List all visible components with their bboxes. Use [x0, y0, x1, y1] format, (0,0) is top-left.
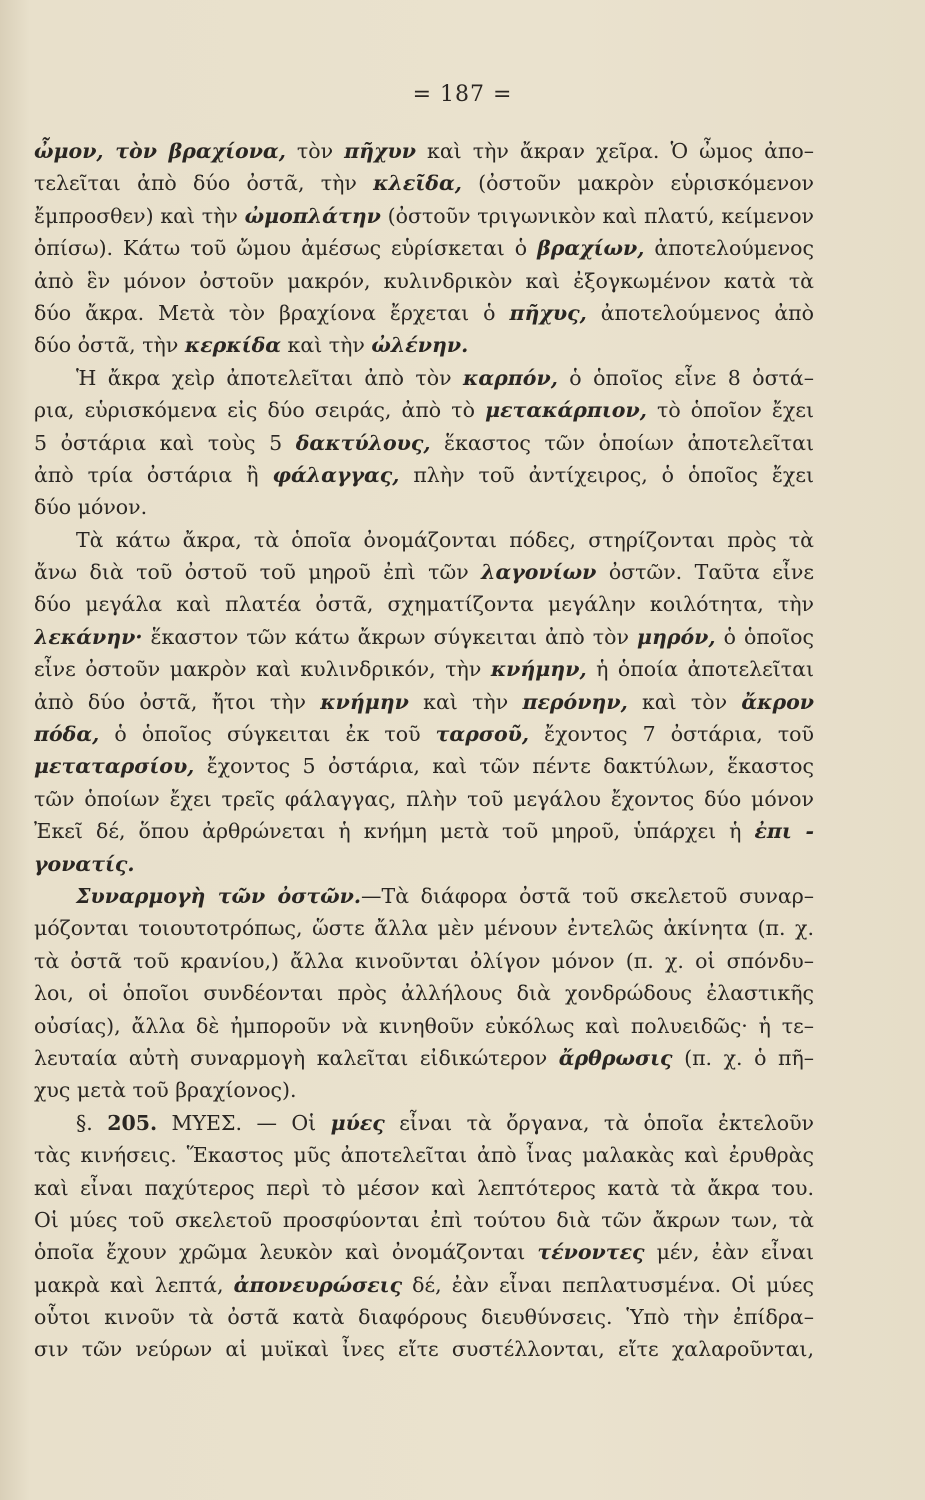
text-line: [34, 135, 814, 167]
text-run: 5 ὀστάρια καὶ τοὺς 5: [34, 430, 296, 455]
text-line: [34, 945, 814, 977]
text-run: δύο μεγάλα καὶ πλατέα ὀστᾶ, σχηματίζοντα μεγάλην κοιλότητα, τὴν: [34, 592, 814, 617]
text-line: [34, 653, 814, 685]
text-run: δύο μόνον.: [34, 495, 148, 520]
text-line: [34, 200, 814, 232]
text-line: [34, 1204, 814, 1236]
text-run: ἕκαστος τῶν ὁποίων ἀποτελεῖται: [430, 430, 814, 455]
term: πῆχυν: [344, 139, 416, 163]
term: κερκίδα: [184, 333, 282, 358]
text-line: [34, 265, 814, 297]
term: τένοντες: [537, 1240, 645, 1265]
term: δακτύλους,: [295, 430, 431, 455]
text-run: ἀπὸ τρία ὀστάρια ἢ: [34, 462, 273, 487]
text-run: ὁποῖα ἔχουν χρῶμα λευκὸν καὶ ὀνομάζονται: [34, 1240, 538, 1265]
term: ἄκρον: [741, 689, 814, 714]
text-run: τῶν ὁποίων ἔχει τρεῖς φάλαγγας, πλὴν τοῦ μεγάλου ἔχοντος δύο μόνον: [34, 786, 814, 811]
page-number: = 187 =: [412, 82, 513, 107]
term: μεταταρσίου,: [34, 754, 195, 779]
text-line: [34, 297, 814, 329]
text-line: [34, 1074, 814, 1106]
text-line: [34, 232, 814, 264]
text-line: [34, 912, 814, 944]
text-run: ἕκαστον τῶν κάτω ἄκρων σύγκειται ἀπὸ τὸν: [142, 624, 637, 649]
text-line: [34, 750, 814, 782]
text-run: μακρὰ καὶ λεπτά,: [34, 1272, 234, 1297]
text-line: [34, 815, 814, 847]
text-run: μέν, ἐὰν εἶναι: [644, 1240, 814, 1265]
term: γονατίς.: [34, 851, 135, 876]
text-run: ρια, εὑρισκόμενα εἰς δύο σειράς, ἀπὸ τὸ: [34, 398, 486, 423]
text-line: [34, 783, 814, 815]
text-run: πλὴν τοῦ ἀντίχειρος, ὁ ὁποῖος ἔχει: [399, 462, 814, 487]
text-run: ὀπίσω). Κάτω τοῦ ὤμου ἀμέσως εὑρίσκεται ὁ: [34, 236, 538, 261]
text-run: καὶ τὴν ἄκραν χεῖρα. Ὁ ὦμος ἀπο–: [415, 139, 814, 163]
text-run: ΜΥΕΣ. — Οἱ: [157, 1110, 331, 1135]
text-run: ἔχοντος 5 ὀστάρια, καὶ τῶν πέντε δακτύλων, ἕκαστος: [194, 754, 814, 779]
text-run: Ἐκεῖ δέ, ὅπου ἀρθρώνεται ἡ κνήμη μετὰ τοῦ μηροῦ, ὑπάρχει ἡ: [34, 819, 755, 844]
text-run: Ἡ ἄκρα χεὶρ ἀποτελεῖται ἀπὸ τὸν: [76, 365, 464, 390]
text-run: λευταία αὐτὴ συναρμογὴ καλεῖται εἰδικώτερον: [34, 1045, 559, 1070]
text-run: καὶ τὸν: [627, 689, 742, 714]
body-text: [34, 135, 814, 1366]
term: ταρσοῦ,: [435, 722, 529, 747]
text-run: ἀπὸ δύο ὀστᾶ, ἤτοι τὴν: [34, 689, 321, 714]
text-run: τελεῖται ἀπὸ δύο ὀστᾶ, τὴν: [34, 171, 374, 196]
term: καρπόν,: [463, 365, 558, 390]
text-run: τὰ ὀστᾶ τοῦ κρανίου,) ἄλλα κινοῦνται ὀλίγον μόνον (π. χ. οἱ σπόνδυ–: [34, 948, 814, 973]
text-run: οὗτοι κινοῦν τὰ ὀστᾶ κατὰ διαφόρους διευθύνσεις. Ὑπὸ τὴν ἐπίδρα–: [34, 1305, 814, 1330]
term: ἐπι -: [754, 819, 814, 844]
term: ὠμοπλάτην: [244, 203, 381, 228]
text-run: καὶ εἶναι παχύτερος περὶ τὸ μέσον καὶ λεπτότερος κατὰ τὰ ἄκρα του.: [34, 1175, 814, 1200]
term: μηρόν,: [636, 624, 716, 649]
text-run: καὶ τὴν: [281, 333, 372, 358]
text-run: —Τὰ διάφορα ὀστᾶ τοῦ σκελετοῦ συναρ–: [361, 883, 814, 908]
term: πόδα,: [34, 722, 100, 747]
text-run: (ὀστοῦν μακρὸν εὑρισκόμενον: [461, 171, 814, 196]
text-line: [34, 1301, 814, 1333]
term: λεκάνην·: [34, 624, 143, 649]
text-run: ὁ ὁποῖος σύγκειται ἐκ τοῦ: [99, 722, 436, 747]
text-run: ἀποτελούμενος: [644, 236, 814, 261]
text-line: [34, 362, 814, 394]
text-run: οὐσίας), ἄλλα δὲ ἠμποροῦν νὰ κινηθοῦν εὐκόλως καὶ πολυειδῶς· ἡ τε–: [34, 1013, 814, 1038]
term: ὠλένην.: [371, 333, 469, 358]
term: ἀπονευρώσεις: [233, 1272, 403, 1297]
text-line: [34, 848, 814, 880]
text-line: [34, 491, 814, 523]
term: κνήμην,: [490, 657, 587, 682]
text-line: [34, 718, 814, 750]
text-run: καὶ τὴν: [408, 689, 523, 714]
text-run: ἀποτελούμενος ἀπὸ: [586, 300, 814, 325]
text-run: (ὀστοῦν τριγωνικὸν καὶ πλατύ, κείμενον: [380, 203, 814, 228]
text-line: [34, 1139, 814, 1171]
text-run: ἡ ὁποία ἀποτελεῖται: [586, 657, 814, 682]
text-run: ὁ ὁποῖος: [715, 624, 814, 649]
text-run: §.: [76, 1110, 108, 1135]
text-line: [34, 1333, 814, 1365]
text-line: [34, 556, 814, 588]
text-run: ἄνω διὰ τοῦ ὀστοῦ τοῦ μηροῦ ἐπὶ τῶν: [34, 560, 482, 585]
term: βραχίων,: [537, 236, 645, 261]
text-run: λοι, οἱ ὁποῖοι συνδέονται πρὸς ἀλλήλους διὰ χονδρώδους ἐλαστικῆς: [34, 981, 814, 1006]
text-line: [34, 329, 814, 361]
text-line: [34, 880, 814, 912]
text-run: μόζονται τοιουτοτρόπως, ὥστε ἄλλα μὲν μένουν ἐντελῶς ἀκίνητα (π. χ.: [34, 916, 814, 941]
text-run: εἶνε ὀστοῦν μακρὸν καὶ κυλινδρικόν, τὴν: [34, 657, 491, 682]
term: Συναρμογὴ τῶν ὀστῶν.: [76, 883, 362, 908]
term: μύες: [330, 1110, 385, 1135]
text-line: [34, 394, 814, 426]
text-line: [34, 167, 814, 199]
term: πῆχυς,: [509, 300, 587, 325]
text-run: σιν τῶν νεύρων αἱ μυϊκαὶ ἶνες εἴτε συστέλλονται, εἴτε χαλαροῦνται,: [34, 1337, 814, 1362]
text-line: [34, 686, 814, 718]
text-run: ἀπὸ ἓν μόνον ὀστοῦν μακρόν, κυλινδρικὸν καὶ ἐξογκωμένον κατὰ τὰ: [34, 268, 814, 293]
text-run: ὀστῶν. Ταῦτα εἶνε: [596, 560, 814, 585]
text-run: δύο ἄκρα. Μετὰ τὸν βραχίονα ἔρχεται ὁ: [34, 300, 510, 325]
text-line: [34, 1107, 814, 1139]
text-run: ἔχοντος 7 ὀστάρια, τοῦ: [529, 722, 814, 747]
text-run: εἶναι τὰ ὄργανα, τὰ ὁποῖα ἐκτελοῦν: [384, 1110, 814, 1135]
text-line: [34, 1236, 814, 1268]
text-line: [34, 1269, 814, 1301]
term: φάλαγγας,: [272, 462, 400, 487]
text-line: [34, 1172, 814, 1204]
text-run: τὰς κινήσεις. Ἕκαστος μῦς ἀποτελεῖται ἀπὸ ἶνας μαλακὰς καὶ ἐρυθρὰς: [34, 1143, 814, 1168]
text-line: [34, 524, 814, 556]
text-run: ἔμπροσθεν) καὶ τὴν: [34, 203, 245, 228]
text-run: Τὰ κάτω ἄκρα, τὰ ὁποῖα ὀνομάζονται πόδες, στηρίζονται πρὸς τὰ: [76, 527, 814, 552]
text-run: τὸ ὁποῖον ἔχει: [646, 398, 814, 423]
text-run: χυς μετὰ τοῦ βραχίονος).: [34, 1078, 297, 1103]
text-line: [34, 459, 814, 491]
text-line: [34, 621, 814, 653]
text-run: ὁ ὁποῖος εἶνε 8 ὀστά–: [557, 365, 814, 390]
text-line: [34, 1042, 814, 1074]
term: λαγονίων: [481, 560, 597, 585]
section-number: 205.: [107, 1110, 158, 1135]
text-run: δύο ὀστᾶ, τὴν: [34, 333, 185, 358]
text-run: δέ, ἐὰν εἶναι πεπλατυσμένα. Οἱ μύες: [402, 1272, 814, 1297]
text-run: Οἱ μύες τοῦ σκελετοῦ προσφύονται ἐπὶ τούτου διὰ τῶν ἄκρων των, τὰ: [34, 1207, 814, 1232]
term: κλεῖδα,: [373, 171, 462, 196]
term: περόνην,: [522, 689, 628, 714]
text-line: [34, 427, 814, 459]
text-run: (π. χ. ὁ πῆ–: [672, 1045, 814, 1070]
term: κνήμην: [320, 689, 409, 714]
text-line: [34, 1010, 814, 1042]
term: ὦμον, τὸν βραχίονα,: [34, 139, 286, 163]
text-run: τὸν: [285, 139, 345, 163]
term: μετακάρπιον,: [485, 398, 647, 423]
text-line: [34, 588, 814, 620]
term: ἄρθρωσις: [558, 1045, 673, 1070]
text-line: [34, 977, 814, 1009]
